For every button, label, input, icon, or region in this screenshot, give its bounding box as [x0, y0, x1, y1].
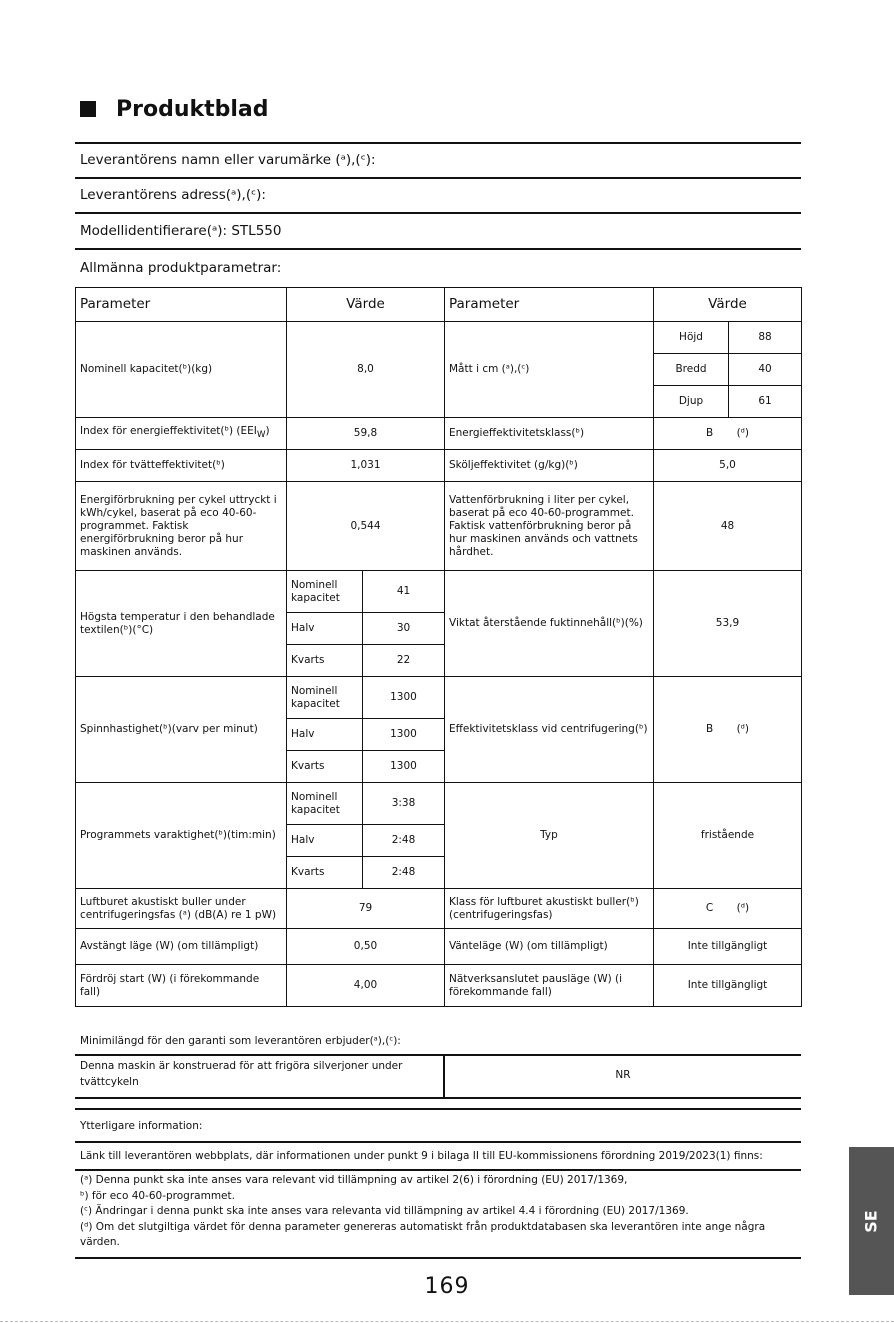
temp-quarter-label: Kvarts [287, 645, 363, 677]
dim-depth-label: Djup [654, 386, 729, 418]
rinse-value: 5,0 [654, 450, 802, 482]
duration-half-label: Halv [287, 825, 363, 857]
warranty-row: Minimilängd för den garanti som leverantören erbjuder(ᵃ),(ᶜ): [80, 1035, 401, 1047]
temp-half-label: Halv [287, 613, 363, 645]
footnote-d: (ᵈ) Om det slutgiltiga värdet för denna parameter genereras automatiskt från produktdatabasen ska leverantören inte ange några värden. [80, 1220, 766, 1248]
water-consumption-value: 48 [654, 482, 802, 571]
divider [75, 248, 801, 250]
general-params-row: Allmänna produktparametrar: [80, 260, 282, 276]
duration-quarter-label: Kvarts [287, 857, 363, 889]
divider [75, 177, 801, 179]
noise-class-label: Klass för luftburet akustiskt buller(ᵇ) (centrifugeringsfas) [445, 889, 654, 929]
header-parameter: Parameter [76, 288, 287, 322]
header-parameter: Parameter [445, 288, 654, 322]
silver-ions-value: NR [615, 1069, 631, 1081]
spin-nominal-value: 1300 [363, 677, 445, 719]
divider [75, 1097, 801, 1099]
capacity-label: Nominell kapacitet(ᵇ)(kg) [76, 322, 287, 418]
divider [75, 1141, 801, 1143]
table-row [76, 322, 802, 354]
duration-label: Programmets varaktighet(ᵇ)(tim:min) [76, 783, 287, 889]
supplier-address-row: Leverantörens adress(ᵃ),(ᶜ): [80, 187, 266, 203]
temperature-label: Högsta temperatur i den behandlade textilen(ᵇ)(°C) [76, 571, 287, 677]
divider [75, 1257, 801, 1259]
table-row [76, 482, 802, 571]
footnote-c: (ᶜ) Ändringar i denna punkt ska inte anses vara relevanta vid tillämpning av artikel 4.4 i förordning (EU) 2017/1369. [80, 1205, 689, 1217]
dim-height-label: Höjd [654, 322, 729, 354]
eei-label-text: Index för energieffektivitet(ᵇ) (EEI [80, 424, 257, 437]
title-square-icon [80, 101, 96, 117]
duration-quarter-value: 2:48 [363, 857, 445, 889]
page-title: Produktblad [116, 96, 269, 122]
temp-nominal-label: Nominell kapacitet [287, 571, 363, 613]
noise-class-note: (ᵈ) [736, 902, 750, 914]
off-mode-value: 0,50 [287, 929, 445, 965]
type-label: Typ [445, 783, 654, 889]
wash-index-value: 1,031 [287, 450, 445, 482]
eei-value: 59,8 [287, 418, 445, 450]
dim-width-value: 40 [729, 354, 802, 386]
energy-class-letter: B [705, 427, 714, 439]
spin-nominal-label: Nominell kapacitet [287, 677, 363, 719]
dim-width-label: Bredd [654, 354, 729, 386]
table-row [76, 929, 802, 965]
noise-value: 79 [287, 889, 445, 929]
spin-speed-label: Spinnhastighet(ᵇ)(varv per minut) [76, 677, 287, 783]
page-title-block [80, 94, 269, 124]
divider [75, 1108, 801, 1110]
dim-height-value: 88 [729, 322, 802, 354]
table-header-row [76, 288, 802, 322]
network-standby-value: Inte tillgängligt [654, 965, 802, 1007]
noise-class-value [654, 889, 802, 929]
dim-depth-value: 61 [729, 386, 802, 418]
wash-index-label: Index för tvätteffektivitet(ᵇ) [76, 450, 287, 482]
spin-class-label: Effektivitetsklass vid centrifugering(ᵇ) [445, 677, 654, 783]
spin-class-value [654, 677, 802, 783]
language-tab-label [849, 1147, 894, 1295]
energy-consumption-label: Energiförbrukning per cykel uttryckt i kWh/cykel, baserat på eco 40-60-programmet. Faktisk energiförbrukning beror på hur maskinen används. [76, 482, 287, 571]
spin-half-label: Halv [287, 719, 363, 751]
duration-half-value: 2:48 [363, 825, 445, 857]
silver-ions-label: Denna maskin är konstruerad för att frigöra silverjoner under tvättcykeln [80, 1060, 403, 1088]
footnotes [80, 1173, 795, 1251]
noise-class-letter: C [705, 902, 714, 914]
product-parameters-table [75, 287, 802, 1007]
language-tab-text: SE [861, 1209, 881, 1233]
eei-subscript: W [256, 430, 266, 441]
temp-quarter-value: 22 [363, 645, 445, 677]
table-row [76, 677, 802, 719]
table-row [76, 965, 802, 1007]
energy-consumption-value: 0,544 [287, 482, 445, 571]
header-value: Värde [654, 288, 802, 322]
temp-half-value: 30 [363, 613, 445, 645]
divider [75, 212, 801, 214]
spin-quarter-label: Kvarts [287, 751, 363, 783]
network-standby-label: Nätverksanslutet pausläge (W) (i förekommande fall) [445, 965, 654, 1007]
rinse-label: Sköljeffektivitet (g/kg)(ᵇ) [445, 450, 654, 482]
footnote-b: ᵇ) för eco 40-60-programmet. [80, 1189, 235, 1202]
divider [75, 1169, 801, 1171]
off-mode-label: Avstängt läge (W) (om tillämpligt) [76, 929, 287, 965]
spin-class-letter: B [705, 723, 714, 735]
dims-label: Mått i cm (ᵃ),(ᶜ) [445, 322, 654, 418]
delay-start-value: 4,00 [287, 965, 445, 1007]
duration-nominal-value: 3:38 [363, 783, 445, 825]
table-row [76, 783, 802, 825]
delay-start-label: Fördröj start (W) (i förekommande fall) [76, 965, 287, 1007]
eei-label: Index för energieffektivitet(ᵇ) $(EEI_W)$ [76, 418, 287, 450]
spin-class-note: (ᵈ) [736, 723, 750, 735]
divider [75, 1054, 801, 1056]
noise-label: Luftburet akustiskt buller under centrifugeringsfas (ᵃ) (dB(A) re 1 pW) [76, 889, 287, 929]
standby-label: Vänteläge (W) (om tillämpligt) [445, 929, 654, 965]
table-row [76, 571, 802, 613]
water-consumption-label: Vattenförbrukning i liter per cykel, baserat på eco 40-60-programmet. Faktisk vattenförbrukning beror på hur maskinen används och vattnets hårdhet. [445, 482, 654, 571]
spin-quarter-value: 1300 [363, 751, 445, 783]
capacity-value: 8,0 [287, 322, 445, 418]
page-number: 169 [424, 1274, 470, 1299]
supplier-link-row: Länk till leverantören webbplats, där informationen under punkt 9 i bilaga II till EU-kommissionens förordning 2019/2023(1) finns: [80, 1150, 763, 1162]
table-row [76, 418, 802, 450]
standby-value: Inte tillgängligt [654, 929, 802, 965]
footnote-a: (ᵃ) Denna punkt ska inte anses vara relevant vid tillämpning av artikel 2(6) i förordning (EU) 2017/1369, [80, 1174, 628, 1186]
energy-class-label: Energieffektivitetsklass(ᵇ) [445, 418, 654, 450]
header-value: Värde [287, 288, 445, 322]
model-id-row: Modellidentifierare(ᵃ): STL550 [80, 223, 282, 239]
extra-info-row: Ytterligare information: [80, 1120, 203, 1132]
type-value: fristående [654, 783, 802, 889]
energy-class-value [654, 418, 802, 450]
divider [75, 142, 801, 144]
supplier-name-row: Leverantörens namn eller varumärke (ᵃ),(ᶜ): [80, 152, 376, 168]
crop-line [0, 1321, 894, 1322]
duration-nominal-label: Nominell kapacitet [287, 783, 363, 825]
energy-class-note: (ᵈ) [736, 427, 750, 439]
moisture-label: Viktat återstående fuktinnehåll(ᵇ)(%) [445, 571, 654, 677]
spin-half-value: 1300 [363, 719, 445, 751]
table-row [76, 889, 802, 929]
table-row [76, 450, 802, 482]
temp-nominal-value: 41 [363, 571, 445, 613]
moisture-value: 53,9 [654, 571, 802, 677]
